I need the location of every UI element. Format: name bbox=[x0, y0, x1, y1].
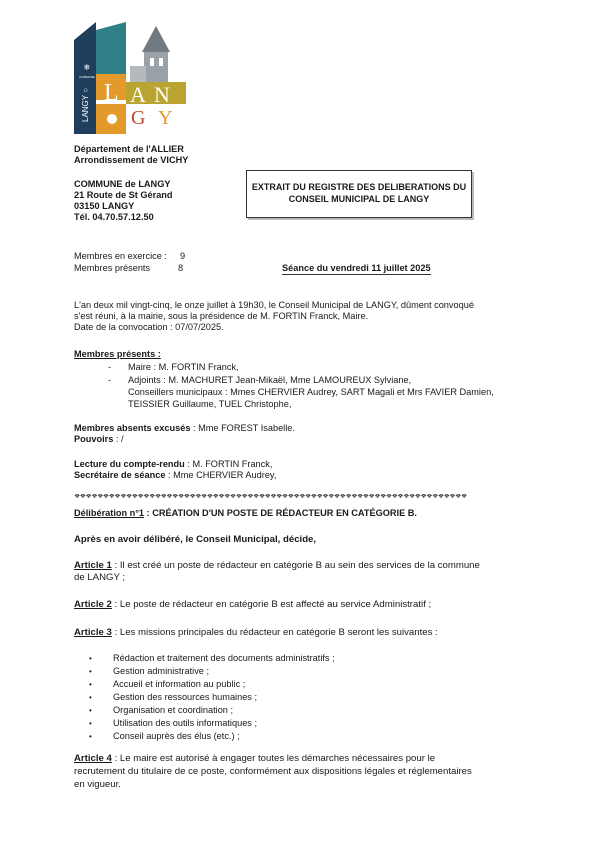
lecture-line bbox=[74, 459, 272, 470]
registre-line2: CONSEIL MUNICIPAL DE LANGY bbox=[288, 194, 430, 204]
list-item: • Accueil et information au public ; bbox=[89, 679, 335, 692]
list-item: • Organisation et coordination ; bbox=[89, 705, 335, 718]
secretaire-label: Secrétaire de séance bbox=[74, 470, 166, 480]
article3-label: Article 3 bbox=[74, 627, 112, 638]
address-line1: 21 Route de St Gérand bbox=[74, 190, 173, 200]
registre-line1: EXTRAIT DU REGISTRE DES DELIBERATIONS DU bbox=[251, 182, 467, 192]
arrondissement: Arrondissement de VICHY bbox=[74, 155, 189, 165]
lecture-value: : M. FORTIN Franck, bbox=[184, 459, 273, 469]
intro-line3: Date de la convocation : 07/07/2025. bbox=[74, 322, 224, 332]
church-icon bbox=[130, 26, 170, 84]
lecture-label: Lecture du compte-rendu bbox=[74, 459, 185, 469]
bullet-icon: • bbox=[89, 732, 92, 741]
article1-text: : Il est créé un poste de rédacteur en catégorie B au sein des services de la commune bbox=[111, 560, 480, 571]
list-item: • Conseil auprès des élus (etc.) ; bbox=[89, 731, 335, 744]
pouvoirs-line bbox=[74, 434, 124, 445]
article2-label: Article 2 bbox=[74, 599, 112, 610]
separator-line: ❖❖❖❖❖❖❖❖❖❖❖❖❖❖❖❖❖❖❖❖❖❖❖❖❖❖❖❖❖❖❖❖❖❖❖❖❖❖❖❖❖❖❖❖❖❖❖❖❖❖❖❖❖❖❖❖❖❖❖❖❖❖❖❖❖❖❖❖ bbox=[74, 494, 467, 500]
dash-maire: - bbox=[108, 362, 112, 372]
langy-logo bbox=[74, 22, 186, 134]
telephone: Tél. 04.70.57.12.50 bbox=[74, 212, 154, 222]
absents-label: Membres absents excusés bbox=[74, 423, 191, 433]
logo-vertical-text: LANGY ○ bbox=[81, 87, 90, 122]
bullet-icon: • bbox=[89, 693, 92, 702]
deliberation-title: : CRÉATION D'UN POSTE DE RÉDACTEUR EN CATÉGORIE B. bbox=[144, 508, 417, 518]
article1-line1 bbox=[74, 560, 480, 572]
article4-line1 bbox=[74, 753, 435, 765]
intro-line2: s'est réuni, à la mairie, sous la présidence de M. FORTIN Franck, Maire. bbox=[74, 311, 369, 321]
snowflake-icon: ❄ bbox=[83, 63, 91, 72]
article4-text: : Le maire est autorisé à engager toutes les démarches nécessaires pour le bbox=[111, 753, 436, 764]
secretaire-value: : Mme CHERVIER Audrey, bbox=[165, 470, 277, 480]
logo-letter-g: G bbox=[131, 107, 146, 129]
apres-deliberation: Après en avoir délibéré, le Conseil Municipal, décide, bbox=[74, 534, 317, 545]
article4-line3: en vigueur. bbox=[74, 779, 121, 790]
membres-presents-value: 8 bbox=[178, 263, 184, 273]
membres-exercice-label: Membres en exercice : bbox=[74, 251, 167, 261]
address-line2: 03150 LANGY bbox=[74, 201, 135, 211]
logo-tiny-text: COMMUNE bbox=[79, 75, 95, 79]
absents-line bbox=[74, 423, 295, 434]
deliberation-heading bbox=[74, 508, 417, 519]
intro-line1: L'an deux mil vingt-cinq, le onze juillet à 19h30, le Conseil Municipal de LANGY, dûment convoqué bbox=[74, 300, 474, 310]
presents-adjoints: Adjoints : M. MACHURET Jean-Mikaël, Mme LAMOUREUX Sylviane, bbox=[128, 375, 412, 385]
secretaire-line bbox=[74, 470, 276, 481]
logo-letter-n: N bbox=[154, 82, 170, 107]
membres-presents-label: Membres présents bbox=[74, 263, 151, 273]
bullet-icon: • bbox=[89, 667, 92, 676]
list-item: • Rédaction et traitement des documents administratifs ; bbox=[89, 653, 335, 666]
bullet-icon: • bbox=[89, 654, 92, 663]
pouvoirs-label: Pouvoirs bbox=[74, 434, 114, 444]
logo-letter-l: L bbox=[104, 80, 119, 106]
logo-teal-block bbox=[96, 22, 126, 74]
pouvoirs-value: : / bbox=[113, 434, 124, 444]
list-item: • Gestion des ressources humaines ; bbox=[89, 692, 335, 705]
bullet-icon: • bbox=[89, 680, 92, 689]
article1-label: Article 1 bbox=[74, 560, 112, 571]
presents-conseillers2: TEISSIER Guillaume, TUEL Christophe, bbox=[128, 399, 292, 409]
registre-box bbox=[246, 170, 472, 218]
commune-name: COMMUNE de LANGY bbox=[74, 179, 171, 189]
bullet-icon: • bbox=[89, 719, 92, 728]
article1-line2: de LANGY ; bbox=[74, 572, 126, 583]
logo-letter-y: Y bbox=[158, 107, 173, 129]
presents-title: Membres présents : bbox=[74, 349, 161, 359]
article2-line bbox=[74, 599, 431, 611]
logo-letter-a: A bbox=[130, 82, 146, 107]
list-item: • Utilisation des outils informatiques ; bbox=[89, 718, 335, 731]
bullet-icon: • bbox=[89, 706, 92, 715]
dash-adjoints: - bbox=[108, 375, 112, 385]
presents-maire: Maire : M. FORTIN Franck, bbox=[128, 362, 239, 372]
departement: Département de l'ALLIER bbox=[74, 144, 184, 154]
article4-label: Article 4 bbox=[74, 753, 112, 764]
presents-conseillers1: Conseillers municipaux : Mmes CHERVIER Audrey, SART Magali et Mrs FAVIER Damien, bbox=[128, 387, 494, 397]
deliberation-label: Délibération n°1 bbox=[74, 508, 145, 518]
article2-text: : Le poste de rédacteur en catégorie B est affecté au service Administratif ; bbox=[111, 599, 432, 610]
missions-list bbox=[89, 653, 335, 744]
article3-text: : Les missions principales du rédacteur en catégorie B seront les suivantes : bbox=[111, 627, 438, 638]
article4-line2: recrutement du titulaire de ce poste, conformément aux dispositions légales et réglementaires bbox=[74, 766, 472, 777]
article3-line bbox=[74, 627, 438, 639]
list-item: • Gestion administrative ; bbox=[89, 666, 335, 679]
logo-circle bbox=[107, 114, 117, 124]
absents-value: : Mme FOREST Isabelle. bbox=[190, 423, 295, 433]
membres-exercice-value: 9 bbox=[180, 251, 186, 261]
seance-date: Séance du vendredi 11 juillet 2025 bbox=[282, 263, 431, 273]
